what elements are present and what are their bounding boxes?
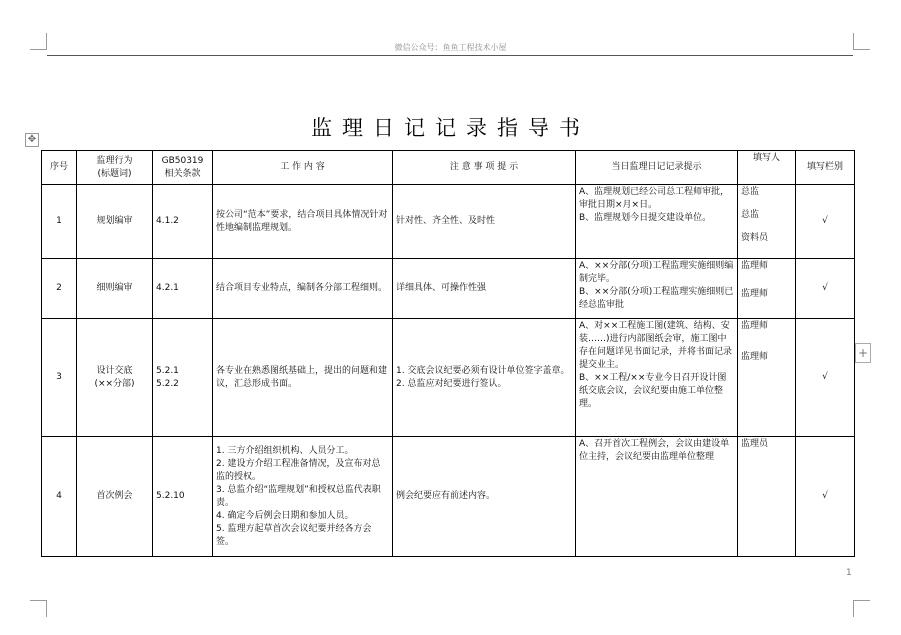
cell-notes: 例会纪要应有前述内容。 [393, 437, 576, 557]
filler-name: 监理师 [741, 289, 769, 299]
cell-content [213, 437, 393, 557]
cell-notes: 详细具体、可操作性强 [393, 259, 576, 319]
behavior-line: (××分部) [94, 378, 135, 389]
header-divider [47, 55, 853, 56]
clause-line: 5.2.2 [156, 378, 179, 389]
filler-name: 总监 [741, 210, 760, 220]
cell-clause: 4.2.1 [153, 259, 213, 319]
note-line: 2. 总监应对纪要进行签认。 [396, 378, 507, 389]
cell-clause [153, 319, 213, 437]
page-corner-mark [30, 600, 47, 617]
header-clause-line2: 相关条款 [164, 168, 201, 179]
filler-name: 监理师 [741, 352, 769, 362]
content-line: 2. 建设方介绍工程准备情况，及宣布对总监的授权。 [216, 458, 381, 482]
cell-check: √ [796, 437, 855, 557]
header-filler: 填写人 [738, 151, 796, 185]
cell-filler [738, 259, 796, 319]
cell-record [576, 437, 738, 557]
page-number: 1 [846, 568, 852, 578]
header-behavior-line1: 监理行为 [96, 155, 133, 166]
table-row [42, 185, 855, 259]
table-row [42, 437, 855, 557]
header-seq: 序号 [42, 151, 77, 185]
page-corner-mark [853, 600, 870, 617]
table-row [42, 319, 855, 437]
record-line: A、召开首次工程例会，会议由建设单位主持，会议纪要由监理单位整理 [579, 439, 730, 462]
header-clause [153, 151, 213, 185]
cell-seq: 3 [42, 319, 77, 437]
clause-line: 5.2.1 [156, 365, 179, 376]
content-line: 5. 监理方起草首次会议纪要并经各方会签。 [216, 523, 372, 547]
cell-check: √ [796, 259, 855, 319]
cell-behavior: 规划编审 [77, 185, 153, 259]
filler-name: 总监 [741, 187, 760, 197]
cell-notes: 针对性、齐全性、及时性 [393, 185, 576, 259]
note-line: 1. 交底会议纪要必须有设计单位签字盖章。 [396, 365, 570, 376]
record-line: B、监理规划今日提交建设单位。 [579, 213, 712, 223]
table-move-handle-icon[interactable]: ✥ [25, 133, 39, 147]
content-line: 1. 三方介绍组织机构、人员分工。 [216, 445, 354, 456]
cell-behavior: 细则编审 [77, 259, 153, 319]
header-behavior [77, 151, 153, 185]
cell-filler [738, 437, 796, 557]
guide-table [41, 150, 855, 557]
content-line: 3. 总监介绍“监理规划”和授权总监代表职责。 [216, 484, 381, 508]
content-line: 4. 确定今后例会日期和参加人员。 [216, 510, 354, 521]
cell-record [576, 259, 738, 319]
cell-check: √ [796, 319, 855, 437]
record-line: A、××分部(分项)工程监理实施细则编制完毕。 [579, 261, 734, 284]
page-header: 微信公众号：鱼鱼工程技术小屋 [394, 43, 507, 52]
record-line: B、××分部(分项)工程监理实施细则已经总监审批 [579, 287, 734, 310]
cell-content: 各专业在熟悉图纸基础上，提出的问题和建议，汇总形成书面。 [213, 319, 393, 437]
cell-filler [738, 319, 796, 437]
cell-content: 结合项目专业特点，编制各分部工程细则。 [213, 259, 393, 319]
header-column: 填写栏别 [796, 151, 855, 185]
filler-name: 资料员 [741, 233, 769, 243]
table-header-row [42, 151, 855, 185]
header-notes: 注 意 事 项 提 示 [393, 151, 576, 185]
header-behavior-line2: (标题词) [97, 168, 132, 179]
cell-check: √ [796, 185, 855, 259]
cell-content: 按公司“范本”要求，结合项目具体情况针对性地编制监理规划。 [213, 185, 393, 259]
header-content: 工 作 内 容 [213, 151, 393, 185]
cell-record [576, 319, 738, 437]
cell-behavior: 首次例会 [77, 437, 153, 557]
cell-seq: 1 [42, 185, 77, 259]
cell-seq: 4 [42, 437, 77, 557]
add-column-icon[interactable]: + [855, 343, 871, 363]
filler-name: 监理师 [741, 321, 769, 331]
filler-name: 监理师 [741, 261, 769, 271]
record-line: A、监理规划已经公司总工程师审批，审批日期×月×日。 [579, 187, 730, 210]
cell-seq: 2 [42, 259, 77, 319]
cell-filler [738, 185, 796, 259]
header-record: 当日监理日记记录提示 [576, 151, 738, 185]
header-clause-line1: GB50319 [161, 155, 204, 166]
cell-notes [393, 319, 576, 437]
filler-name: 监理员 [741, 439, 769, 449]
cell-clause: 5.2.10 [153, 437, 213, 557]
cell-clause: 4.1.2 [153, 185, 213, 259]
cell-record [576, 185, 738, 259]
cell-behavior [77, 319, 153, 437]
record-line: A、对××工程施工图(建筑、结构、安装……)进行内部图纸会审，施工图中存在问题详见书面记录，并将书面记录提交业主。 [579, 321, 733, 370]
record-line: B、××工程/××专业今日召开设计图纸交底会议，会议纪要由施工单位整理。 [579, 373, 727, 409]
behavior-line: 设计交底 [96, 365, 133, 376]
document-title: 监理日记记录指导书 [311, 116, 590, 140]
table-row [42, 259, 855, 319]
